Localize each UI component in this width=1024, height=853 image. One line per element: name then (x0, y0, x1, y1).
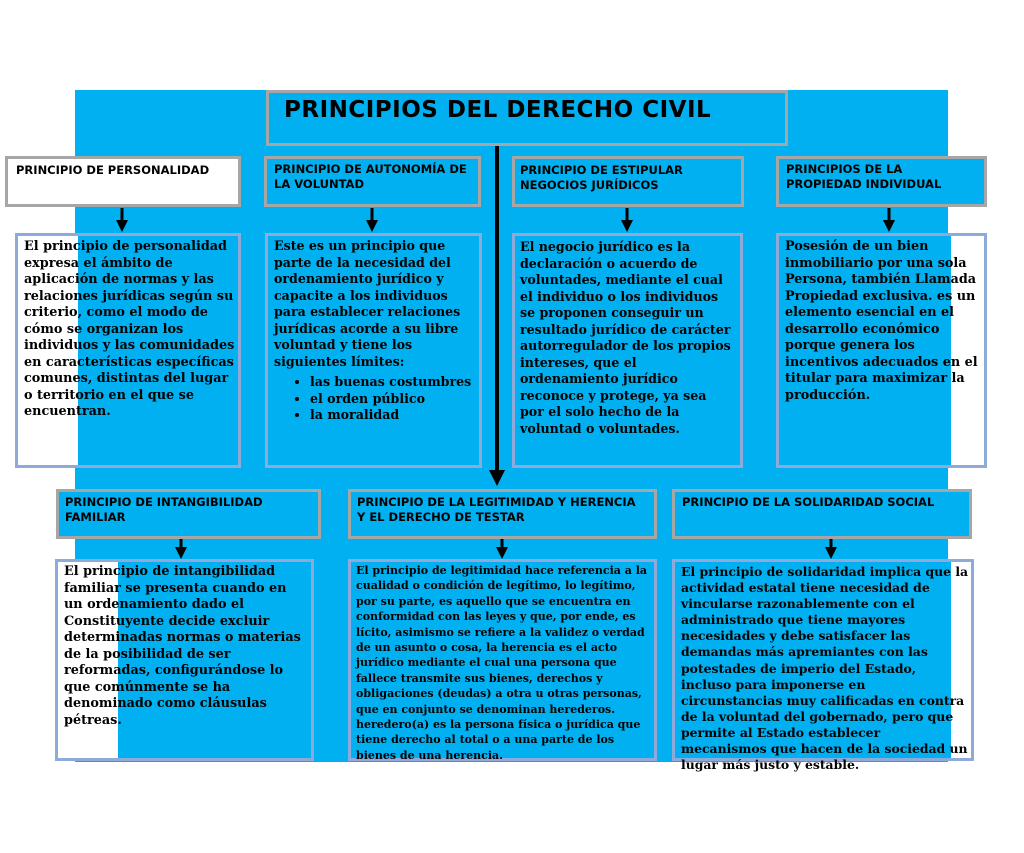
desc-personalidad: El principio de personalidad expresa el ámbito de aplicación de normas y las relaciones jurídicas según su criterio, como el modo de cómo se organizan los individuos y las comunidades en características específicas comunes, distintas del lugar o territorio en el que se encuentran. (24, 239, 235, 419)
limit-item: • las buenas costumbres (310, 374, 479, 391)
heading-solidaridad: PRINCIPIO DE LA SOLIDARIDAD SOCIAL (682, 495, 935, 509)
heading-legitimidad: PRINCIPIO DE LA LEGITIMIDAD Y HERENCIA Y EL DERECHO DE TESTAR (357, 495, 636, 524)
heading-autonomia: PRINCIPIO DE AUTONOMÍA DE LA VOLUNTAD (274, 162, 467, 191)
desc-autonomia (274, 238, 479, 464)
heading-personalidad: PRINCIPIO DE PERSONALIDAD (16, 163, 210, 177)
page-title: PRINCIPIOS DEL DERECHO CIVIL (284, 97, 712, 123)
limit-item: • la moralidad (310, 407, 479, 424)
heading-negocios: PRINCIPIO DE ESTIPULAR NEGOCIOS JURÍDICOS (520, 163, 683, 192)
limit-item: • el orden público (310, 391, 479, 408)
desc-intangibilidad: El principio de intangibilidad familiar se presenta cuando en un ordenamiento dado el Constituyente decide excluir determinadas normas o materias de la posibilidad de ser reformadas, configurándose lo que comúnmente se ha denominado como cláusulas pétreas. (64, 564, 301, 728)
desc-autonomia-text: Este es un principio que parte de la necesidad del ordenamiento jurídico y capacite a los individuos para establecer relaciones jurídicas acorde a su libre voluntad y tiene los siguientes límites: (274, 238, 461, 369)
limits-list (274, 374, 479, 424)
heading-propiedad: PRINCIPIOS DE LA PROPIEDAD INDIVIDUAL (786, 162, 942, 191)
heading-intangibilidad: PRINCIPIO DE INTANGIBILIDAD FAMILIAR (65, 495, 263, 524)
desc-negocios: El negocio jurídico es la declaración o acuerdo de voluntades, mediante el cual el individuo o los individuos se proponen conseguir un resultado jurídico de carácter autorregulador de los propios intereses, que el ordenamiento jurídico reconoce y protege, ya sea por el solo hecho de la voluntad o voluntades. (520, 239, 731, 436)
desc-solidaridad: El principio de solidaridad implica que la actividad estatal tiene necesidad de vincularse razonablemente con el administrado que tiene mayores necesidades y debe satisfacer las demandas más apremiantes con las potestades de imperio del Estado, incluso para imponerse en circunstancias muy calificadas en contra de la voluntad del gobernado, pero que permite al Estado establecer mecanismos que hacen de la sociedad un lugar más justo y estable. (681, 564, 969, 773)
desc-propiedad: Posesión de un bien inmobiliario por una sola Persona, también Llamada Propiedad exclusiva. es un elemento esencial en el desarrollo económico porque genera los incentivos adecuados en el titular para maximizar la producción. (785, 239, 978, 403)
desc-legitimidad: El principio de legitimidad hace referencia a la cualidad o condición de legítimo, lo legítimo, por su parte, es aquello que se encuentra en conformidad con las leyes y que, por ende, es lícito, asimismo se refiere a la validez o verdad de un asunto o cosa, la herencia es el acto jurídico mediante el cual una persona que fallece transmite sus bienes, derechos y obligaciones (deudas) a otra u otras personas, que en conjunto se denominan herederos. heredero(a) es la persona física o jurídica que tiene derecho al total o a una parte de los bienes de una herencia. (356, 564, 648, 762)
